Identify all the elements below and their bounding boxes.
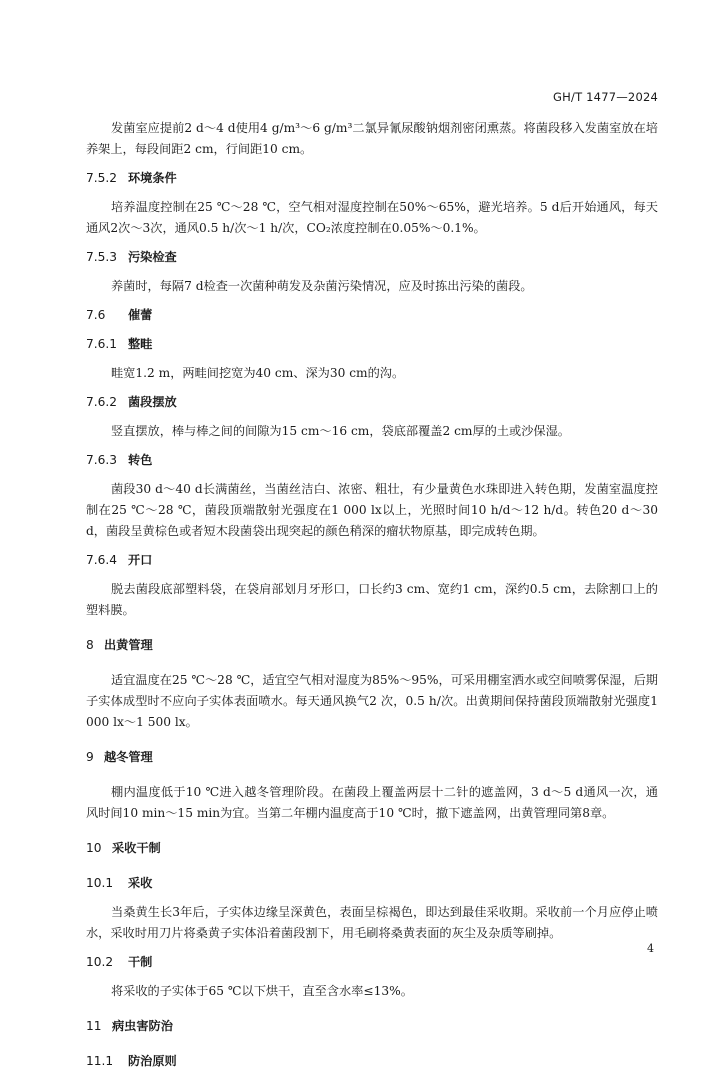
heading-title: 环境条件 bbox=[128, 171, 177, 185]
heading-number: 10 bbox=[86, 841, 102, 855]
heading-number: 7.5.3 bbox=[86, 250, 118, 264]
heading-title: 菌段摆放 bbox=[128, 395, 177, 409]
paragraph-opening: 脱去菌段底部塑料袋，在袋肩部划月牙形口，口长约3 cm、宽约1 cm，深约0.5 cm，去除割口上的塑料膜。 bbox=[86, 582, 658, 617]
heading-number: 7.6.4 bbox=[86, 553, 118, 567]
heading-number: 11.1 bbox=[86, 1054, 114, 1068]
heading-9 bbox=[86, 747, 658, 768]
heading-11-1 bbox=[86, 1051, 658, 1072]
heading-7-6-1 bbox=[86, 334, 658, 355]
heading-title: 干制 bbox=[128, 955, 153, 969]
page-number: 4 bbox=[647, 942, 654, 955]
paragraph-contamination-check: 养菌时，每隔7 d检查一次菌种萌发及杂菌污染情况，应及时拣出污染的菌段。 bbox=[111, 279, 533, 293]
heading-number: 7.5.2 bbox=[86, 171, 118, 185]
paragraph-color-change: 菌段30 d～40 d长满菌丝，当菌丝洁白、浓密、粗壮，有少量黄色水珠即进入转色期，发菌室温度控制在25 ℃～28 ℃，菌段顶端散射光强度在1 000 lx以上，光照时间10 h/d～12 h/d。转色20 d～30 d，菌段呈黄棕色或者短木段菌袋出现突起的颜色稍深的瘤状物原基，即完成转色期。 bbox=[86, 482, 658, 538]
heading-title: 病虫害防治 bbox=[112, 1019, 173, 1033]
heading-title: 转色 bbox=[128, 453, 153, 467]
heading-number: 7.6 bbox=[86, 308, 106, 322]
heading-11 bbox=[86, 1016, 658, 1037]
heading-7-5-3 bbox=[86, 247, 658, 268]
heading-title: 采收 bbox=[128, 876, 153, 890]
paragraph-environment: 培养温度控制在25 ℃～28 ℃，空气相对湿度控制在50%～65%，避光培养。5 d后开始通风，每天通风2次～3次，通风0.5 h/次～1 h/次，CO₂浓度控制在0.05%～0.1%。 bbox=[86, 200, 658, 235]
paragraph-fruiting-management: 适宜温度在25 ℃～28 ℃，适宜空气相对湿度为85%～95%，可采用棚室洒水或空间喷雾保湿，后期子实体成型时不应向子实体表面喷水。每天通风换气2 次，0.5 h/次。出黄期间保持菌段顶端散射光强度1 000 lx～1 500 lx。 bbox=[86, 673, 658, 729]
heading-7-6 bbox=[86, 305, 658, 326]
heading-10 bbox=[86, 838, 658, 859]
document-body bbox=[86, 118, 658, 1080]
heading-title: 越冬管理 bbox=[104, 750, 153, 764]
heading-number: 7.6.2 bbox=[86, 395, 118, 409]
heading-title: 防治原则 bbox=[128, 1054, 177, 1068]
paragraph-overwintering: 棚内温度低于10 ℃进入越冬管理阶段。在菌段上覆盖两层十二针的遮盖网，3 d～5 d通风一次，通风时间10 min～15 min为宜。当第二年棚内温度高于10 ℃时，撤下遮盖网，出黄管理同第8章。 bbox=[86, 785, 658, 820]
heading-10-2 bbox=[86, 952, 658, 973]
heading-number: 9 bbox=[86, 750, 94, 764]
heading-title: 污染检查 bbox=[128, 250, 177, 264]
heading-7-5-2 bbox=[86, 168, 658, 189]
heading-10-1 bbox=[86, 873, 658, 894]
heading-number: 11 bbox=[86, 1019, 102, 1033]
heading-number: 7.6.1 bbox=[86, 337, 118, 351]
heading-title: 采收干制 bbox=[112, 841, 161, 855]
heading-7-6-4 bbox=[86, 550, 658, 571]
heading-number: 8 bbox=[86, 638, 94, 652]
paragraph-harvest: 当桑黄生长3年后，子实体边缘呈深黄色，表面呈棕褐色，即达到最佳采收期。采收前一个月应停止喷水，采收时用刀片将桑黄子实体沿着菌段割下，用毛刷将桑黄表面的灰尘及杂质等刷掉。 bbox=[86, 905, 658, 940]
heading-title: 催蕾 bbox=[128, 308, 153, 322]
heading-number: 7.6.3 bbox=[86, 453, 118, 467]
heading-7-6-2 bbox=[86, 392, 658, 413]
standard-code: GH/T 1477—2024 bbox=[553, 90, 658, 104]
heading-7-6-3 bbox=[86, 450, 658, 471]
paragraph-drying: 将采收的子实体于65 ℃以下烘干，直至含水率≤13%。 bbox=[111, 984, 413, 998]
paragraph-bed-preparation: 畦宽1.2 m，两畦间挖宽为40 cm、深为30 cm的沟。 bbox=[111, 366, 405, 380]
heading-8 bbox=[86, 635, 658, 656]
heading-title: 开口 bbox=[128, 553, 153, 567]
heading-number: 10.2 bbox=[86, 955, 114, 969]
heading-title: 出黄管理 bbox=[104, 638, 153, 652]
heading-number: 10.1 bbox=[86, 876, 114, 890]
paragraph-fumigation: 发菌室应提前2 d～4 d使用4 g/m³～6 g/m³二氯异氰尿酸钠烟剂密闭熏蒸。将菌段移入发菌室放在培养架上，每段间距2 cm，行间距10 cm。 bbox=[86, 121, 658, 156]
heading-title: 整畦 bbox=[128, 337, 153, 351]
paragraph-placement: 竖直摆放，棒与棒之间的间隙为15 cm～16 cm，袋底部覆盖2 cm厚的土或沙保湿。 bbox=[111, 424, 570, 438]
